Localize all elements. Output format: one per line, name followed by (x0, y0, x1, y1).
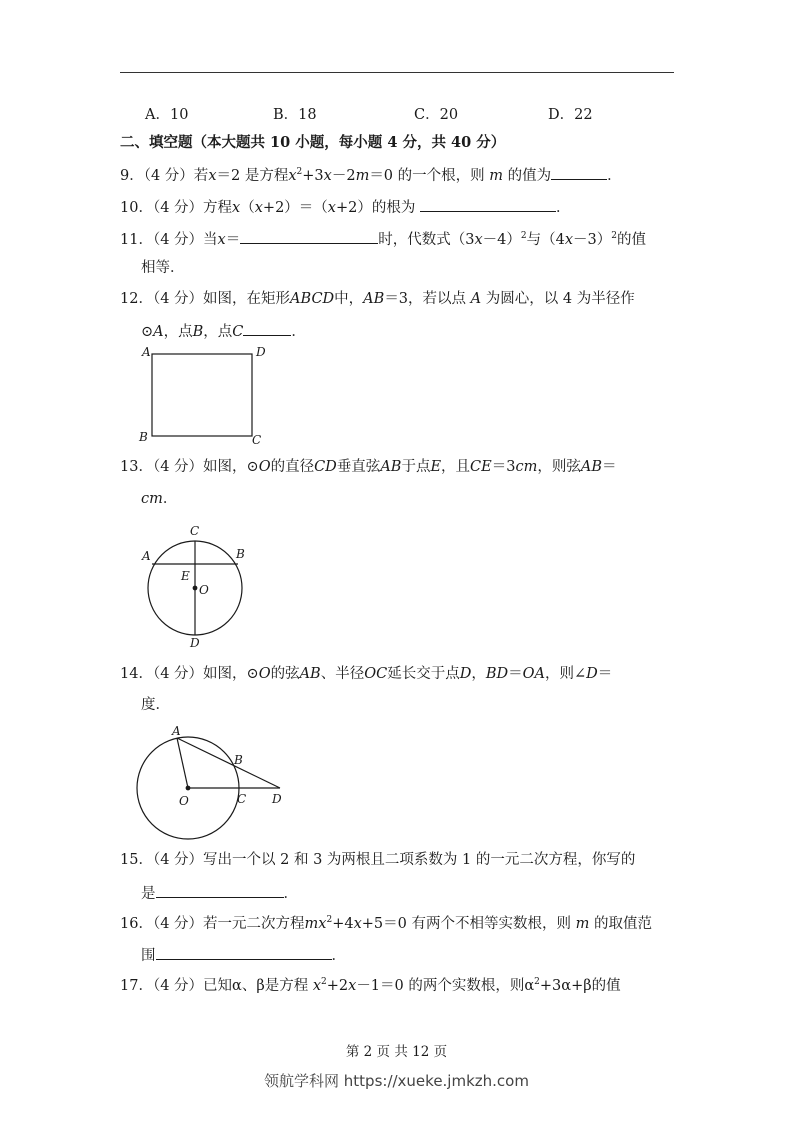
label-a: A (142, 549, 151, 563)
label-d: D (272, 792, 282, 806)
figure-circle-chord (135, 520, 260, 650)
label-o: O (179, 794, 189, 808)
question-16: 16．（4 分）若一元二次方程$mx^2+4x+5=0$ 有两个不相等实数根，则 m 的取值范 (120, 915, 652, 932)
option-d: D．22 (548, 107, 593, 123)
question-13: 13．（4 分）如图，⊙O的直径CD垂直弦AB于点E，且CE＝3cm，则弦AB＝ (120, 459, 617, 475)
question-11-cont: 相等． (141, 260, 185, 276)
option-a: A．10 (145, 107, 189, 123)
question-15-cont: 是 ． (141, 883, 298, 904)
label-b: B (236, 547, 245, 561)
answer-blank[interactable] (420, 197, 556, 212)
figure-circle-secant (130, 722, 300, 842)
option-c: C．20 (414, 107, 459, 123)
watermark: 领航学科网 https://xueke.jmkzh.com (264, 1072, 529, 1090)
question-12-cont: ⊙A，点B，点C ． (141, 321, 306, 342)
rectangle-abcd (152, 354, 252, 436)
label-a: A (172, 724, 181, 738)
header-rule (120, 72, 674, 73)
label-a: A (142, 345, 151, 359)
label-b: B (234, 753, 243, 767)
answer-blank[interactable] (156, 945, 332, 960)
label-e: E (181, 569, 190, 583)
question-10: 10．（4 分）方程x（x+2）＝（x+2）的根为 ． (120, 197, 570, 218)
label-b: B (139, 430, 148, 444)
label-o: O (199, 583, 209, 597)
answer-blank[interactable] (156, 883, 284, 898)
label-c: C (252, 433, 262, 447)
label-c: C (190, 524, 200, 538)
answer-blank[interactable] (551, 165, 607, 180)
question-9: 9．（4 分）若x＝2 是方程$x^2+3x-2m=0$ 的一个根，则 m 的值为 ． (120, 165, 622, 186)
question-16-cont: 围 ． (141, 945, 346, 966)
page-footer: 第 2 页 共 12 页 (345, 1044, 448, 1060)
center-point (193, 586, 198, 591)
section-title: 二、填空题（本大题共 10 小题，每小题 4 分，共 40 分） (120, 134, 506, 151)
label-d: D (256, 345, 266, 359)
question-13-cont: cm． (141, 491, 178, 507)
question-17: 17．（4 分）已知α、β是方程 $x^2+2x-1=0$ 的两个实数根，则$\alpha^2+3\alpha+\beta$的值 (120, 977, 621, 994)
label-c: C (237, 792, 247, 806)
center-point (186, 786, 191, 791)
answer-blank[interactable] (243, 321, 291, 336)
option-b: B．18 (273, 107, 317, 123)
question-12: 12．（4 分）如图，在矩形ABCD中，AB＝3，若以点 A 为圆心，以 4 为半径作 (120, 291, 635, 307)
radius-oa (177, 738, 188, 788)
secant-ad (177, 738, 280, 788)
figure-rectangle (130, 340, 275, 450)
question-11: 11．（4 分）当x＝ 时，代数式$(3x-4)^2$与$(4x-3)^2$的值 (120, 229, 646, 250)
question-15: 15．（4 分）写出一个以 2 和 3 为两根且二项系数为 1 的一元二次方程，你写的 (120, 852, 636, 868)
question-14-cont: 度． (141, 697, 170, 713)
question-14: 14．（4 分）如图，⊙O的弦AB、半径OC延长交于点D，BD＝OA，则∠D＝ (120, 666, 613, 682)
label-d: D (190, 636, 200, 650)
answer-blank[interactable] (240, 229, 378, 244)
